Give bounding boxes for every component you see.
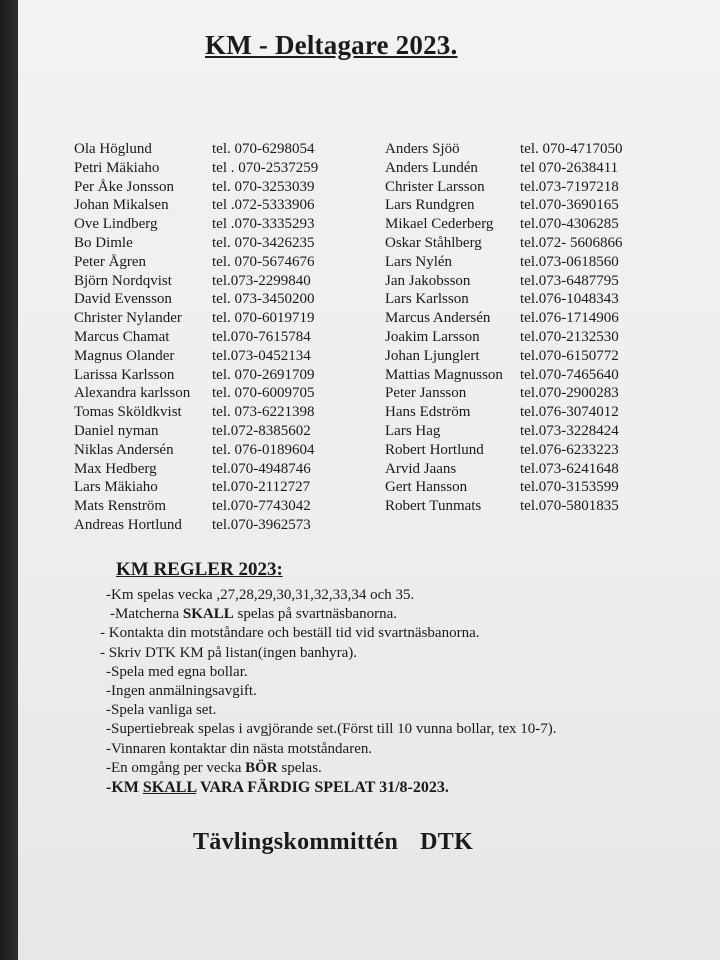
- participant-row: [385, 347, 623, 366]
- participant-phone: tel.070-6150772: [520, 347, 619, 364]
- participant-phone: tel.076-6233223: [520, 441, 619, 458]
- participants-left-column: [74, 140, 318, 535]
- rule-item: -Vinnaren kontaktar din nästa motståndaren.: [106, 740, 373, 757]
- participant-phone: tel. 070-3426235: [212, 234, 315, 251]
- participant-name: Larissa Karlsson: [74, 366, 175, 383]
- participant-phone: tel. 076-0189604: [212, 441, 315, 458]
- participant-row: [74, 441, 318, 460]
- participant-row: [74, 497, 318, 516]
- participant-row: [385, 478, 623, 497]
- rule-item: -Spela med egna bollar.: [106, 663, 248, 680]
- participant-phone: tel.070-7615784: [212, 328, 311, 345]
- participant-name: Andreas Hortlund: [74, 516, 182, 533]
- participant-name: Christer Nylander: [74, 310, 182, 327]
- participant-row: [74, 234, 318, 253]
- participant-name: Jan Jakobsson: [385, 272, 471, 289]
- participant-phone: tel.070-4306285: [520, 216, 619, 233]
- participant-row: [385, 272, 623, 291]
- participant-phone: tel.070-3153599: [520, 479, 619, 496]
- participant-name: Anders Lundén: [385, 159, 478, 176]
- participant-row: [385, 253, 623, 272]
- participant-row: [74, 516, 318, 535]
- participant-phone: tel.073-2299840: [212, 272, 311, 289]
- participant-name: Christer Larsson: [385, 178, 485, 195]
- participant-phone: tel. 073-3450200: [212, 291, 315, 308]
- participant-row: [385, 309, 623, 328]
- participant-row: [74, 384, 318, 403]
- participant-name: David Evensson: [74, 291, 172, 308]
- participant-name: Alexandra karlsson: [74, 385, 191, 402]
- participant-name: Björn Nordqvist: [74, 272, 172, 289]
- participant-name: Magnus Olander: [74, 347, 175, 364]
- participant-name: Johan Mikalsen: [74, 197, 169, 214]
- participant-name: Ove Lindberg: [74, 216, 158, 233]
- participant-phone: tel. 070-5674676: [212, 253, 315, 270]
- participant-phone: tel.073-6487795: [520, 272, 619, 289]
- participant-name: Tomas Sköldkvist: [74, 404, 182, 421]
- participant-name: Gert Hansson: [385, 479, 468, 496]
- participant-phone: tel.073-7197218: [520, 178, 619, 195]
- participant-row: [74, 140, 318, 159]
- rule-item: -Ingen anmälningsavgift.: [106, 682, 257, 699]
- participant-name: Lars Rundgren: [385, 197, 475, 214]
- participant-phone: tel.076-3074012: [520, 404, 619, 421]
- participant-phone: tel.072-8385602: [212, 422, 311, 439]
- participant-name: Mats Renström: [74, 498, 167, 515]
- participant-phone: tel.070-3690165: [520, 197, 619, 214]
- signature: Tävlingskommittén DTK: [193, 829, 474, 855]
- participant-row: [74, 253, 318, 272]
- participant-name: Marcus Andersén: [385, 310, 491, 327]
- participant-phone: tel.070-4948746: [212, 460, 311, 477]
- rule-item: -Supertiebreak spelas i avgjörande set.(Först till 10 vunna bollar, tex 10-7).: [106, 721, 557, 738]
- participant-phone: tel.073-6241648: [520, 460, 619, 477]
- participant-row: [385, 441, 623, 460]
- participant-phone: tel.070-2132530: [520, 328, 619, 345]
- participant-row: [385, 366, 623, 385]
- participant-row: [385, 215, 623, 234]
- participant-name: Mattias Magnusson: [385, 366, 503, 383]
- participant-row: [74, 290, 318, 309]
- participant-phone: tel.073-0618560: [520, 253, 619, 270]
- participant-name: Lars Nylén: [385, 253, 453, 270]
- participant-row: [74, 309, 318, 328]
- participant-name: Bo Dimle: [74, 234, 133, 251]
- participant-row: [74, 478, 318, 497]
- participant-row: [74, 215, 318, 234]
- participant-name: Lars Mäkiaho: [74, 479, 158, 496]
- participant-row: [385, 178, 623, 197]
- rules-list: [100, 586, 557, 797]
- participant-phone: tel. 070-4717050: [520, 141, 623, 157]
- participant-name: Max Hedberg: [74, 460, 157, 477]
- participant-name: Anders Sjöö: [385, 141, 460, 157]
- participant-row: [74, 196, 318, 215]
- participant-name: Mikael Cederberg: [385, 216, 494, 233]
- participant-name: Robert Hortlund: [385, 441, 484, 458]
- participant-phone: tel. 070-3253039: [212, 178, 315, 195]
- participant-row: [74, 272, 318, 291]
- participant-row: [385, 403, 623, 422]
- participant-name: Peter Ågren: [74, 253, 147, 270]
- participant-name: Johan Ljunglert: [385, 347, 480, 364]
- participants-right-column: [385, 140, 623, 516]
- participant-row: [385, 234, 623, 253]
- rule-item: -Spela vanliga set.: [106, 702, 217, 719]
- participant-phone: tel.070-3962573: [212, 516, 311, 533]
- participant-phone: tel.070-5801835: [520, 498, 619, 515]
- participant-row: [385, 384, 623, 403]
- participant-phone: tel.070-7465640: [520, 366, 619, 383]
- participant-name: Hans Edström: [385, 404, 471, 421]
- participant-phone: tel.073-0452134: [212, 347, 311, 364]
- participant-name: Per Åke Jonsson: [74, 178, 174, 195]
- participant-row: [385, 140, 623, 159]
- rule-item: - Kontakta din motståndare och beställ tid vid svartnäsbanorna.: [100, 625, 480, 642]
- participant-name: Petri Mäkiaho: [74, 159, 160, 176]
- participant-phone: tel. 070-6298054: [212, 141, 315, 157]
- participant-phone: tel.070-2900283: [520, 385, 619, 402]
- participant-row: [385, 422, 623, 441]
- participant-row: [74, 347, 318, 366]
- participant-row: [385, 159, 623, 178]
- participant-name: Niklas Andersén: [74, 441, 174, 458]
- participant-name: Oskar Ståhlberg: [385, 234, 482, 251]
- participant-name: Lars Karlsson: [385, 291, 469, 308]
- participant-phone: tel.070-7743042: [212, 498, 311, 515]
- rule-item: -En omgång per vecka BÖR spelas.: [106, 759, 322, 776]
- participant-row: [385, 196, 623, 215]
- participant-name: Robert Tunmats: [385, 498, 482, 515]
- participant-phone: tel. 070-6019719: [212, 310, 315, 327]
- participant-name: Peter Jansson: [385, 385, 467, 402]
- participant-name: Ola Höglund: [74, 141, 152, 157]
- participant-name: Arvid Jaans: [385, 460, 457, 477]
- rule-item-deadline: -KM SKALL VARA FÄRDIG SPELAT 31/8-2023.: [106, 778, 449, 796]
- rule-item: - Skriv DTK KM på listan(ingen banhyra).: [100, 644, 358, 661]
- document-title: KM - Deltagare 2023.: [205, 30, 458, 60]
- participant-row: [74, 460, 318, 479]
- participant-phone: tel.073-3228424: [520, 422, 619, 439]
- participant-row: [385, 328, 623, 347]
- participant-phone: tel .070-3335293: [212, 216, 315, 233]
- participant-phone: tel.072- 5606866: [520, 234, 623, 251]
- participant-row: [74, 403, 318, 422]
- participant-row: [74, 422, 318, 441]
- participant-row: [74, 366, 318, 385]
- participant-row: [74, 159, 318, 178]
- rules-heading: KM REGLER 2023:: [116, 559, 283, 580]
- participant-phone: tel.070-2112727: [212, 479, 311, 496]
- participant-phone: tel. 070-2691709: [212, 366, 315, 383]
- participant-row: [74, 178, 318, 197]
- participant-phone: tel . 070-2537259: [212, 159, 319, 176]
- rule-item: -Km spelas vecka ,27,28,29,30,31,32,33,34 och 35.: [106, 587, 415, 603]
- participant-phone: tel. 070-6009705: [212, 385, 315, 402]
- participant-phone: tel 070-2638411: [520, 159, 619, 176]
- participant-name: Joakim Larsson: [385, 328, 480, 345]
- participant-name: Lars Hag: [385, 422, 441, 439]
- participant-phone: tel .072-5333906: [212, 197, 315, 214]
- participant-row: [385, 497, 623, 516]
- participant-name: Daniel nyman: [74, 422, 159, 439]
- participant-phone: tel. 073-6221398: [212, 404, 315, 421]
- participant-row: [385, 460, 623, 479]
- participant-row: [385, 290, 623, 309]
- participant-name: Marcus Chamat: [74, 328, 170, 345]
- participant-phone: tel.076-1048343: [520, 291, 619, 308]
- participant-phone: tel.076-1714906: [520, 310, 619, 327]
- rule-item: -Matcherna SKALL spelas på svartnäsbanorna.: [110, 606, 398, 623]
- participant-row: [74, 328, 318, 347]
